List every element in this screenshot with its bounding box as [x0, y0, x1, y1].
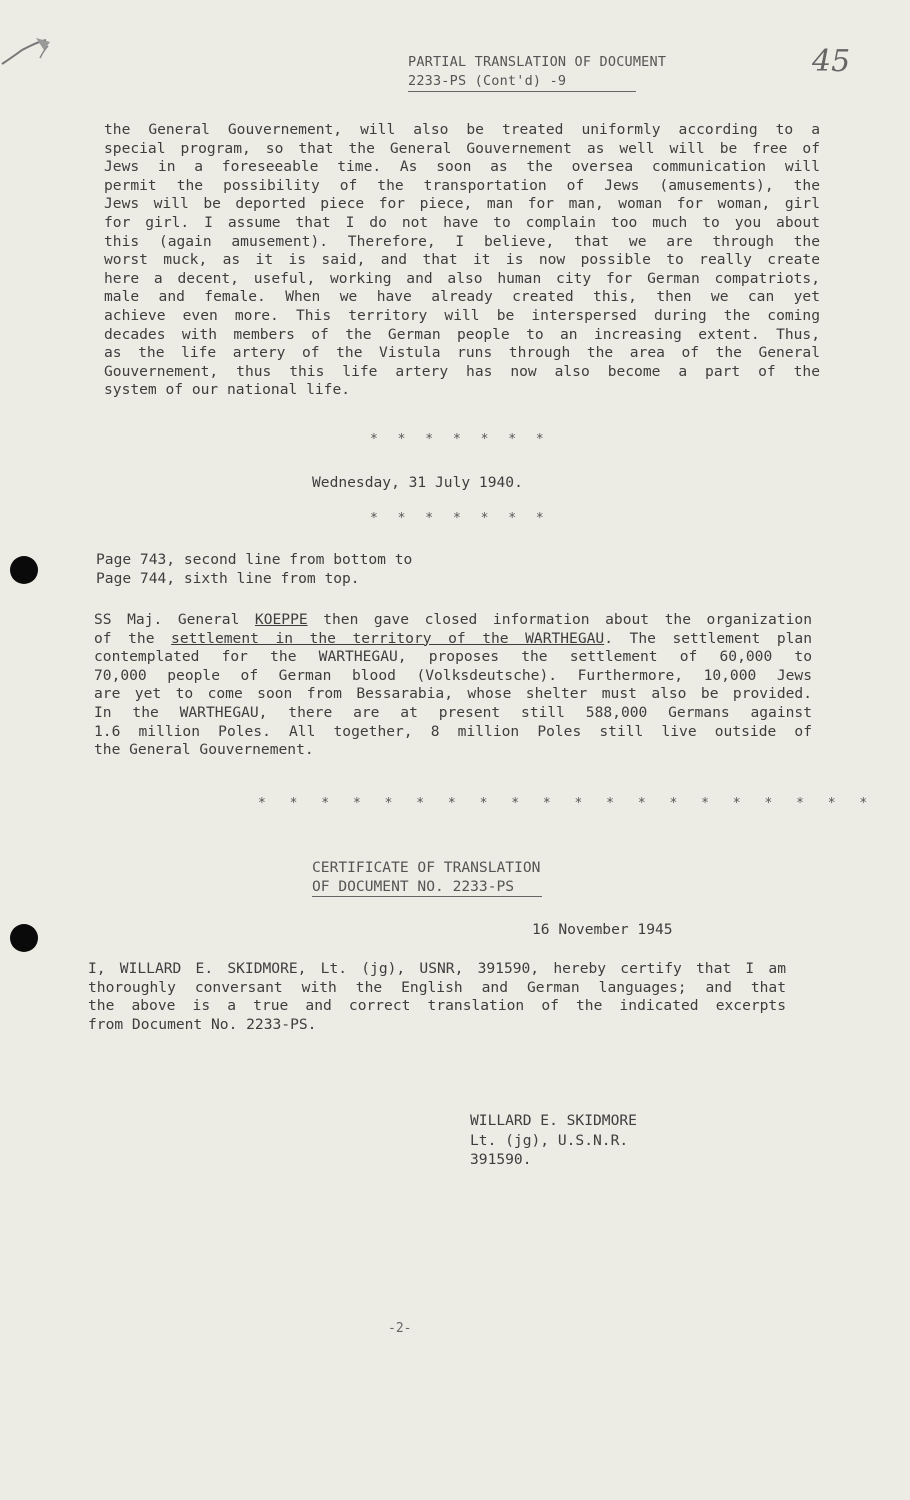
text-line: special program, so that the General Gouvernement as well will be free of	[104, 139, 820, 157]
text-line: decades with members of the German people to an increasing extent. Thus,	[104, 325, 820, 343]
text-line: thoroughly conversant with the English and German languages; and that	[88, 978, 786, 996]
text-line: contemplated for the WARTHEGAU, proposes the settlement of 60,000 to	[94, 648, 812, 666]
certificate-text	[88, 960, 786, 1034]
certificate-title	[312, 858, 542, 897]
page-reference-line: Page 744, sixth line from top.	[96, 570, 360, 587]
header-document-number: 2233-PS (Cont'd) -9	[408, 72, 636, 92]
certificate-date: 16 November 1945	[532, 921, 673, 938]
document-header	[408, 53, 666, 92]
separator-stars: * * * * * * * * * * * * * * * * * * * *	[258, 796, 876, 811]
text-line: the General Gouvernement.	[94, 741, 314, 759]
page-footer: -2-	[388, 1321, 412, 1336]
text-line: the above is a true and correct translation of the indicated excerpts	[88, 997, 786, 1015]
page-reference	[96, 550, 412, 588]
page-reference-line: Page 743, second line from bottom to	[96, 551, 413, 568]
certificate-title-line: OF DOCUMENT NO. 2233-PS	[312, 877, 542, 897]
signature-block	[470, 1111, 637, 1170]
text-line: In the WARTHEGAU, there are at present still 588,000 Germans against	[94, 703, 812, 721]
text-line	[94, 611, 812, 630]
signature-number: 391590.	[470, 1151, 532, 1168]
text-line: I, WILLARD E. SKIDMORE, Lt. (jg), USNR, 391590, hereby certify that I am	[88, 960, 786, 977]
text-segment: . The settlement plan	[604, 629, 812, 647]
paragraph-general-gouvernement	[104, 121, 820, 400]
header-title: PARTIAL TRANSLATION OF DOCUMENT	[408, 54, 667, 70]
text-segment: then gave closed information about the organization	[307, 611, 812, 628]
text-line: Jews will be deported piece for piece, man for man, woman for woman, girl	[104, 195, 820, 213]
text-line: Gouvernement, thus this life artery has now also become a part of the	[104, 362, 820, 380]
separator-stars: * * * * * * *	[370, 511, 550, 526]
text-line: are yet to come soon from Bessarabia, whose shelter must also be provided.	[94, 685, 812, 703]
paragraph-warthegau	[94, 611, 812, 760]
text-line: 70,000 people of German blood (Volksdeutsche). Furthermore, 10,000 Jews	[94, 666, 812, 684]
text-line: from Document No. 2233-PS.	[88, 1015, 317, 1033]
settlement-phrase: settlement in the territory of the WARTHEGAU	[171, 629, 605, 647]
punch-hole	[10, 556, 38, 584]
text-line: male and female. When we have already created this, then we can yet	[104, 288, 820, 306]
certificate-title-line: CERTIFICATE OF TRANSLATION	[312, 859, 541, 876]
text-line: this (again amusement). Therefore, I believe, that we are through the	[104, 232, 820, 250]
torn-corner-mark	[0, 20, 60, 80]
separator-stars: * * * * * * *	[370, 432, 550, 447]
text-line: Jews in a foreseeable time. As soon as the oversea communication will	[104, 158, 820, 176]
text-line: as the life artery of the Vistula runs through the area of the General	[104, 344, 820, 362]
text-line	[94, 630, 812, 649]
text-segment: SS Maj. General	[94, 611, 255, 628]
signature-name: WILLARD E. SKIDMORE	[470, 1112, 637, 1129]
handwritten-page-number: 45	[812, 44, 851, 79]
text-line: for girl. I assume that I do not have to complain too much to you about	[104, 213, 820, 231]
text-line: worst muck, as it is said, and that it is now possible to really create	[104, 251, 820, 269]
text-line: system of our national life.	[104, 381, 351, 399]
date-heading: Wednesday, 31 July 1940.	[312, 474, 523, 491]
text-line: here a decent, useful, working and also human city for German compatriots,	[104, 269, 820, 287]
text-line: the General Gouvernement, will also be treated uniformly according to a	[104, 121, 820, 138]
name-koeppe: KOEPPE	[254, 611, 308, 628]
punch-hole	[10, 924, 38, 952]
text-line: achieve even more. This territory will be interspersed during the coming	[104, 306, 820, 324]
signature-rank: Lt. (jg), U.S.N.R.	[470, 1131, 629, 1149]
text-segment: of the	[94, 629, 172, 647]
text-line: permit the possibility of the transportation of Jews (amusements), the	[104, 176, 820, 194]
text-line: 1.6 million Poles. All together, 8 million Poles still live outside of	[94, 722, 812, 740]
